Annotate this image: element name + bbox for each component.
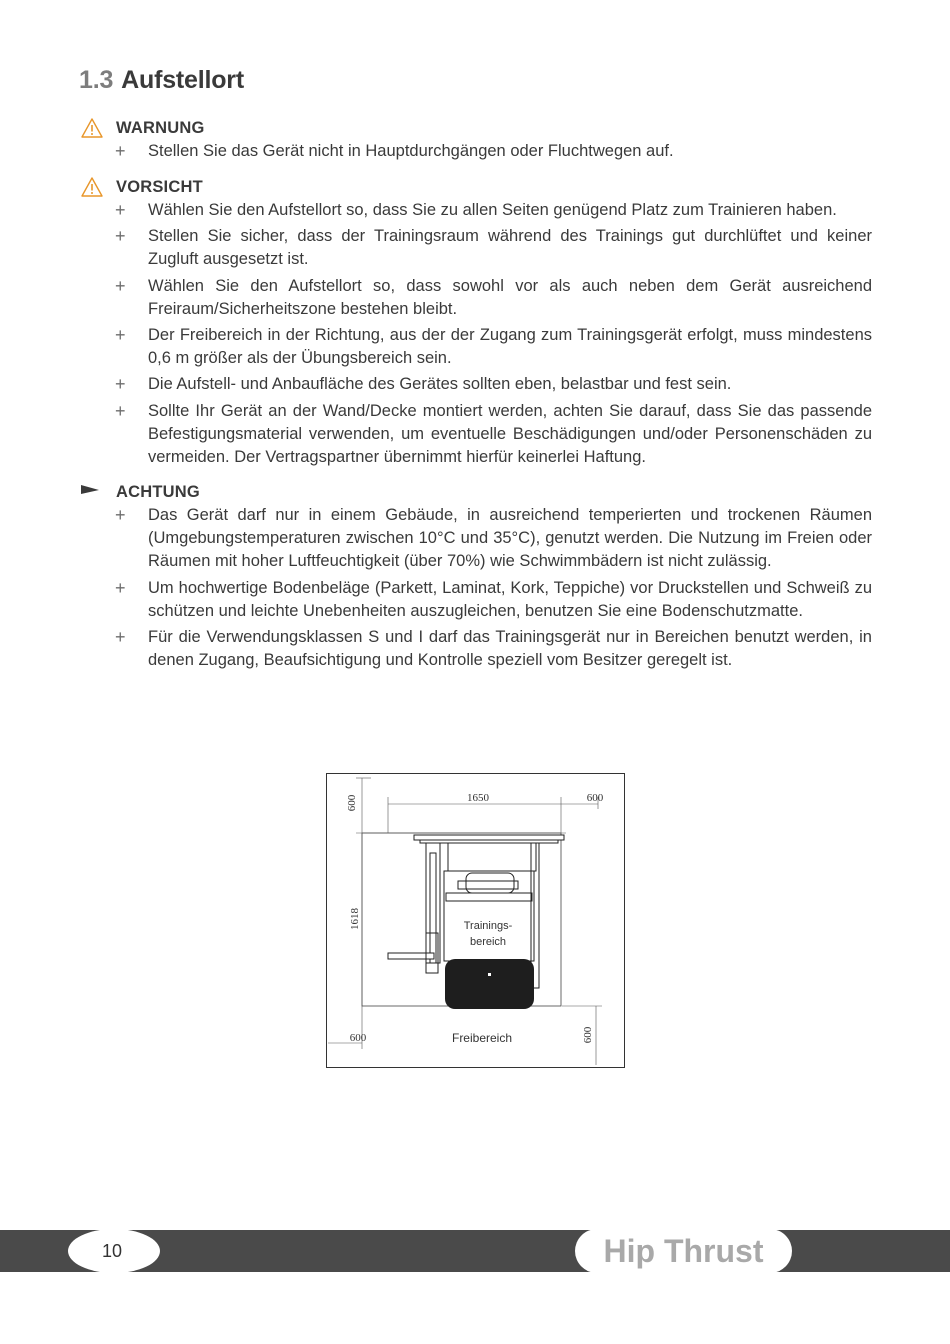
pointer-arrow-icon — [81, 481, 103, 503]
attention-list — [0, 504, 950, 672]
bench-mark — [488, 973, 491, 976]
item-text: Das Gerät darf nur in einem Gebäude, in ausreichend temperierten und trockenen Räumen (Umgebungstemperaturen zwischen 10°C und 35°C), genutzt werden. Die Nutzung im Freien oder Räumen mit hoher Luftfeuchtigkeit (über 70%) wie Schwimmbädern ist nicht zulässig. — [148, 506, 872, 571]
bullet: + — [115, 505, 126, 525]
list-item — [0, 140, 950, 163]
list-item — [0, 577, 950, 623]
placement-diagram-svg — [326, 773, 626, 1069]
bullet: + — [115, 275, 126, 296]
item-text: Wählen Sie den Aufstellort so, dass Sie zu allen Seiten genügend Platz zum Trainieren haben. — [148, 201, 837, 219]
list-item — [0, 275, 950, 321]
placement-diagram — [326, 773, 626, 1069]
bullet: + — [115, 200, 126, 220]
bullet: + — [115, 374, 126, 395]
bullet: + — [115, 226, 126, 247]
list-item — [0, 400, 950, 470]
bullet: + — [115, 577, 126, 598]
warning-triangle-icon — [81, 176, 103, 198]
warning-triangle-icon — [81, 117, 103, 139]
dim-bottom-left: 600 — [349, 1032, 367, 1044]
training-area-label-2: bereich — [469, 936, 507, 948]
dim-top-center: 1650 — [467, 792, 489, 804]
list-item — [0, 225, 950, 271]
item-text: Wählen Sie den Aufstellort so, dass sowohl vor als auch neben dem Gerät ausreichend Freiraum/Sicherheitszone bestehen bleibt. — [148, 276, 872, 318]
bench-pad — [445, 959, 534, 1009]
list-item — [0, 373, 950, 396]
warning-block — [0, 118, 950, 166]
dim-top-right: 600 — [586, 792, 604, 804]
training-area-label-1: Trainings- — [463, 920, 513, 932]
section-title: Aufstellort — [121, 66, 244, 94]
item-text: Die Aufstell- und Anbaufläche des Gerätes sollten eben, belastbar und fest sein. — [148, 375, 732, 394]
warning-list — [0, 140, 950, 163]
bullet: + — [115, 141, 126, 161]
caution-block — [0, 177, 950, 472]
item-text: Für die Verwendungsklassen S und I darf das Trainingsgerät nur in Bereichen benutzt werden, in denen Zugang, Beaufsichtigung und Kontrolle speziell vom Besitzer geregelt ist. — [148, 628, 872, 670]
attention-block — [0, 482, 950, 675]
dim-bottom-right: 600 — [582, 1026, 594, 1044]
bullet: + — [115, 325, 126, 346]
caution-title: VORSICHT — [116, 178, 203, 196]
list-item — [0, 626, 950, 672]
caution-list — [0, 199, 950, 469]
dim-left-height: 1618 — [349, 908, 361, 930]
attention-title: ACHTUNG — [116, 483, 200, 501]
section-number: 1.3 — [79, 66, 114, 94]
product-name: Hip Thrust — [603, 1233, 764, 1269]
item-text: Sollte Ihr Gerät an der Wand/Decke montiert werden, achten Sie darauf, dass Sie das passende Befestigungsmaterial verwenden, um eventuelle Beschädigungen und/oder Personenschäden zu vermeiden. Der Vertragspartner übernimmt hierfür keinerlei Haftung. — [148, 401, 872, 467]
dim-top-left: 600 — [346, 794, 358, 812]
free-area-label: Freibereich — [451, 1031, 513, 1045]
bullet: + — [115, 400, 126, 421]
warning-title: WARNUNG — [116, 119, 205, 137]
list-item — [0, 324, 950, 370]
item-text: Um hochwertige Bodenbeläge (Parkett, Laminat, Kork, Teppiche) vor Druckstellen und Schweiß zu schützen und leichte Unebenheiten auszugleichen, benutzen Sie eine Bodenschutzmatte. — [148, 578, 872, 620]
list-item — [0, 199, 950, 222]
page-number: 10 — [101, 1241, 123, 1261]
bullet: + — [115, 627, 126, 648]
item-text: Stellen Sie sicher, dass der Trainingsraum während des Trainings gut durchlüftet und keiner Zugluft ausgesetzt ist. — [148, 227, 872, 269]
section-heading — [79, 66, 244, 95]
item-text: Stellen Sie das Gerät nicht in Hauptdurchgängen oder Fluchtwegen auf. — [148, 142, 674, 160]
item-text: Der Freibereich in der Richtung, aus der der Zugang zum Trainingsgerät erfolgt, muss mindestens 0,6 m größer als der Übungsbereich sein. — [148, 326, 872, 368]
list-item — [0, 504, 950, 574]
